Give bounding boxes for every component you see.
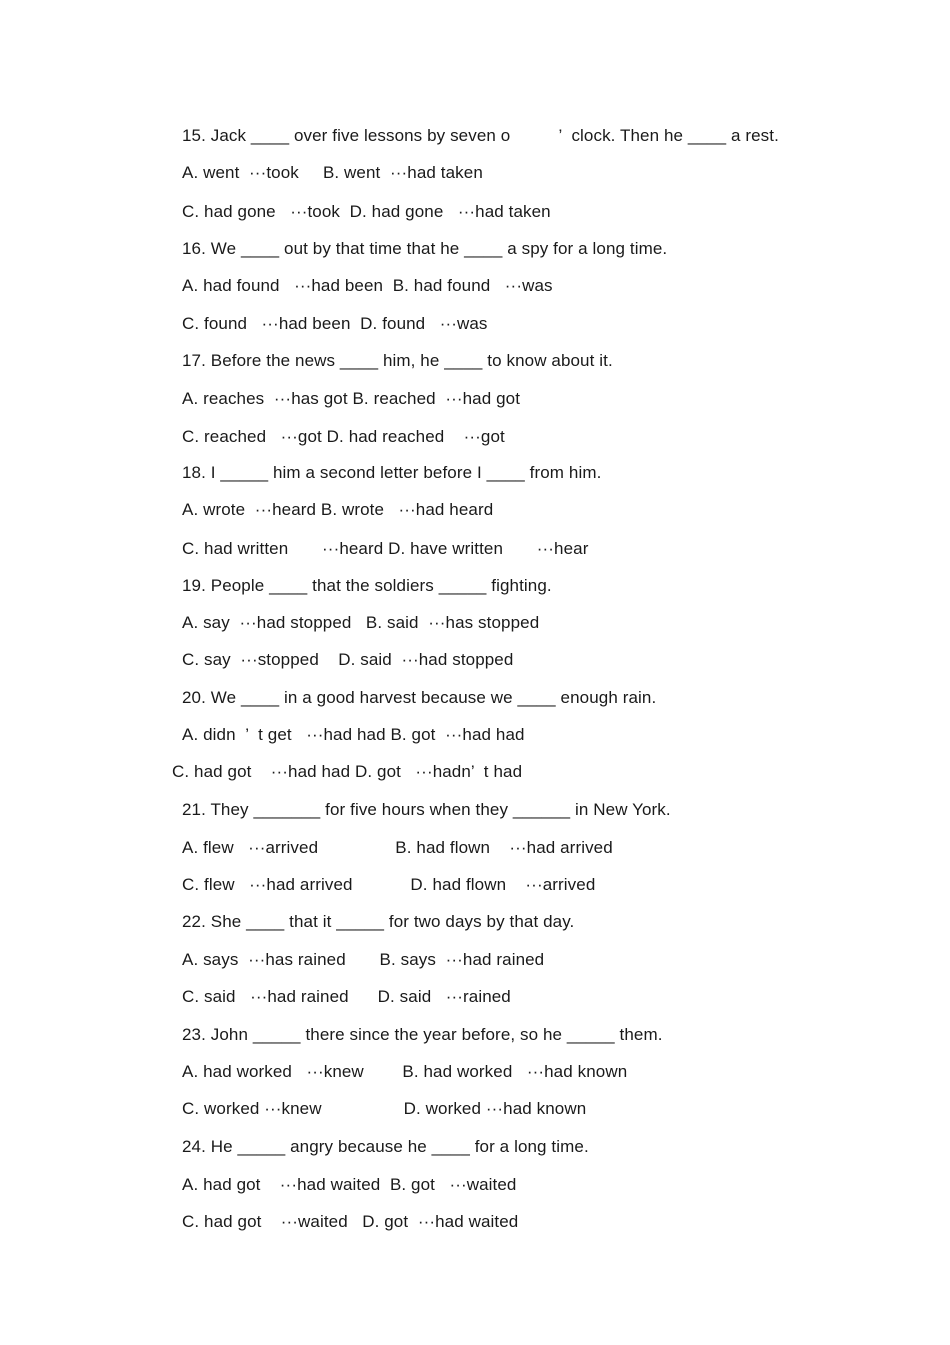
question-15-option-ab: A. went ···took B. went ···had taken (182, 163, 483, 182)
question-16: 16. We ____ out by that time that he ____ a spy for a long time. (182, 239, 668, 258)
question-24: 24. He _____ angry because he ____ for a long time. (182, 1137, 589, 1156)
question-23-option-cd: C. worked ···knew D. worked ···had known (182, 1099, 587, 1118)
question-18: 18. I _____ him a second letter before I ____ from him. (182, 463, 602, 482)
question-19-option-cd: C. say ···stopped D. said ···had stopped (182, 650, 514, 669)
question-15-option-cd: C. had gone ···took D. had gone ···had taken (182, 202, 551, 221)
question-22-option-cd: C. said ···had rained D. said ···rained (182, 987, 511, 1006)
question-17-option-cd: C. reached ···got D. had reached ···got (182, 427, 505, 446)
question-16-option-ab: A. had found ···had been B. had found ···was (182, 276, 553, 295)
question-19: 19. People ____ that the soldiers _____ fighting. (182, 576, 552, 595)
question-20: 20. We ____ in a good harvest because we ____ enough rain. (182, 688, 657, 707)
question-24-option-ab: A. had got ···had waited B. got ···waited (182, 1175, 517, 1194)
question-21-option-ab: A. flew ···arrived B. had flown ···had arrived (182, 838, 613, 857)
question-23: 23. John _____ there since the year before, so he _____ them. (182, 1025, 663, 1044)
question-18-option-cd: C. had written ···heard D. have written ···hear (182, 539, 589, 558)
question-21: 21. They _______ for five hours when they ______ in New York. (182, 800, 671, 819)
question-21-option-cd: C. flew ···had arrived D. had flown ···arrived (182, 875, 596, 894)
question-18-option-ab: A. wrote ···heard B. wrote ···had heard (182, 500, 494, 519)
question-24-option-cd: C. had got ···waited D. got ···had waited (182, 1212, 519, 1231)
question-20-option-cd: C. had got ···had had D. got ···hadn’ t had (172, 762, 523, 781)
question-16-option-cd: C. found ···had been D. found ···was (182, 314, 488, 333)
question-17: 17. Before the news ____ him, he ____ to know about it. (182, 351, 613, 370)
question-19-option-ab: A. say ···had stopped B. said ···has stopped (182, 613, 540, 632)
question-17-option-ab: A. reaches ···has got B. reached ···had got (182, 389, 521, 408)
question-15: 15. Jack ____ over five lessons by seven o ’ clock. Then he ____ a rest. (182, 126, 779, 145)
question-23-option-ab: A. had worked ···knew B. had worked ···had known (182, 1062, 628, 1081)
question-22: 22. She ____ that it _____ for two days by that day. (182, 912, 575, 931)
question-20-option-ab: A. didn ’ t get ···had had B. got ···had had (182, 725, 525, 744)
question-22-option-ab: A. says ···has rained B. says ···had rained (182, 950, 545, 969)
